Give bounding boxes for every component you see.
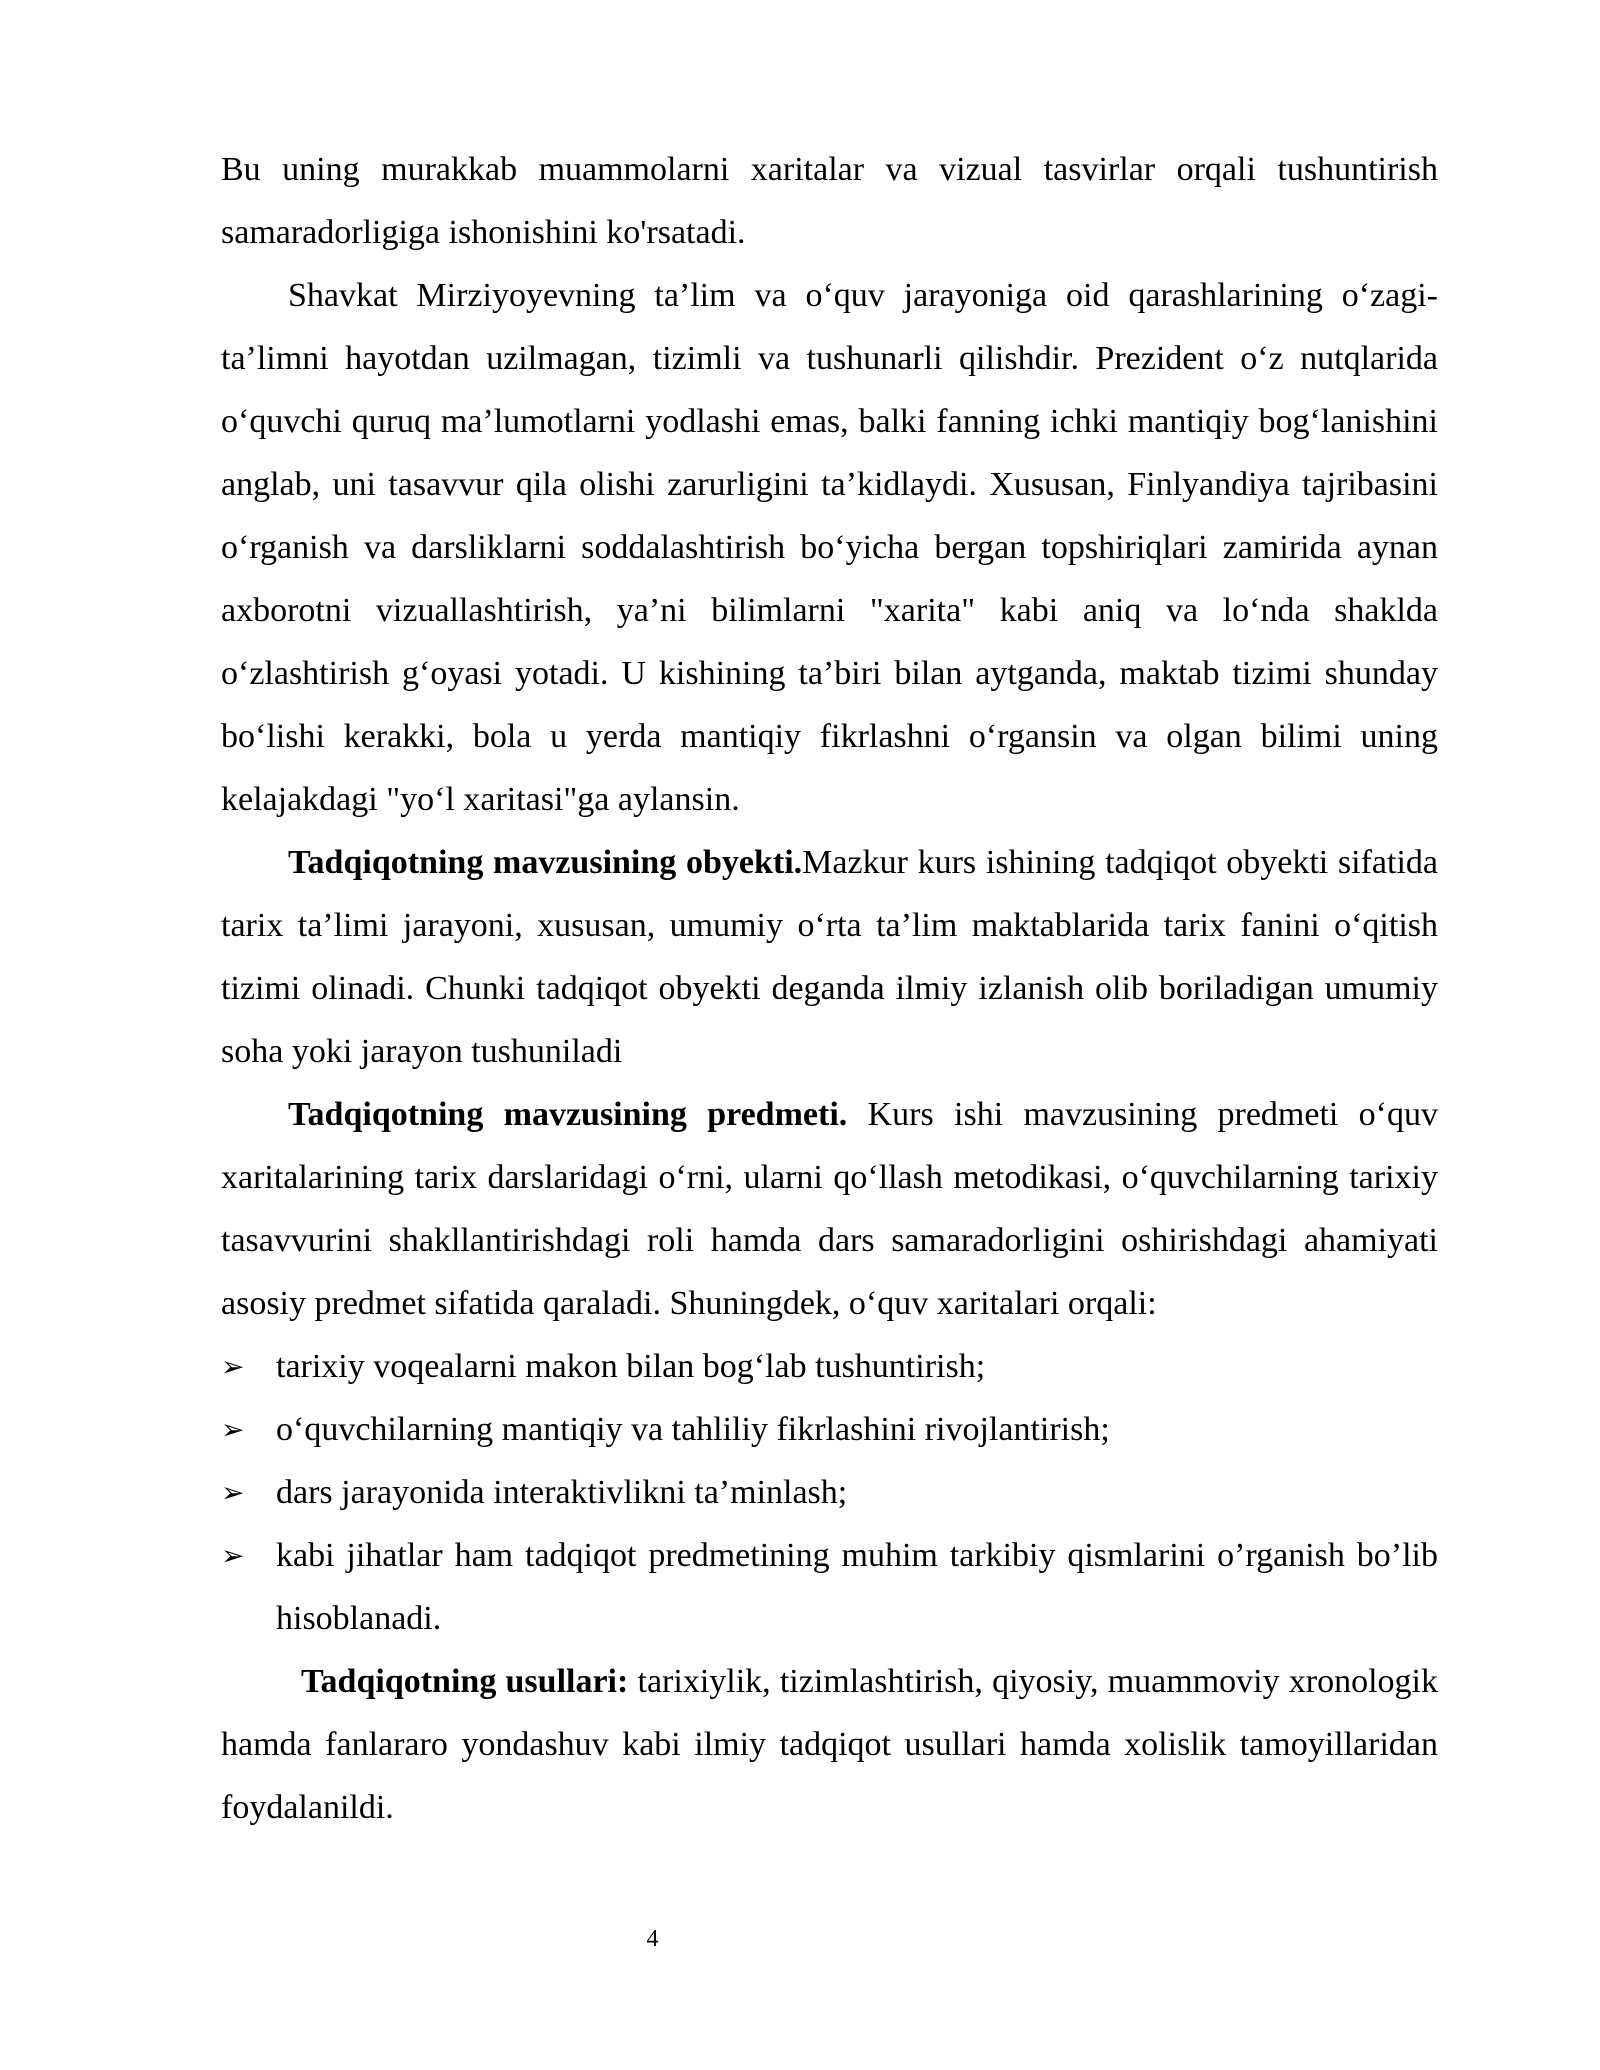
research-object-text: Mazkur kurs ishining tadqiqot obyekti sifatida tarix ta’limi jarayoni, xususan, umumiy o‘rta ta’lim maktablarida tarix fanini o‘qitish tizimi olinadi. Chunki tadqiqot obyekti deganda ilmiy izlanish olib boriladigan umumiy soha yoki jarayon tushuniladi — [221, 844, 1438, 1070]
list-item — [221, 1398, 1438, 1461]
research-object-heading: Tadqiqotning mavzusining obyekti. — [288, 844, 803, 881]
research-methods-text: tarixiylik, tizimlashtirish, qiyosiy, muammoviy xronologik hamda fanlararo yondashuv kabi ilmiy tadqiqot usullari hamda xolislik tamoyillaridan foydalanildi. — [221, 1663, 1438, 1826]
list-item-text: kabi jihatlar ham tadqiqot predmetining muhim tarkibiy qismlarini o’rganish bo’lib hisoblanadi. — [276, 1537, 1438, 1637]
paragraph-mirziyoyev — [221, 264, 1438, 831]
paragraph-research-subject — [221, 1083, 1438, 1335]
research-methods-heading: Tadqiqotning usullari: — [301, 1663, 629, 1700]
list-item — [221, 1461, 1438, 1524]
arrowhead-bullet-icon: ➢ — [221, 1350, 245, 1383]
subject-bullet-list — [221, 1335, 1438, 1650]
arrowhead-bullet-icon: ➢ — [221, 1476, 245, 1509]
arrowhead-bullet-icon: ➢ — [221, 1413, 245, 1446]
arrowhead-bullet-icon: ➢ — [221, 1539, 245, 1572]
paragraph-research-object — [221, 831, 1438, 1083]
paragraph-intro — [221, 138, 1438, 264]
list-item-text: dars jarayonida interaktivlikni ta’minlash; — [276, 1474, 848, 1511]
paragraph-research-methods — [221, 1650, 1438, 1839]
paragraph-intro-text: Bu uning murakkab muammolarni xaritalar va vizual tasvirlar orqali tushuntirish samaradorligiga ishonishini ko'rsatadi. — [221, 151, 1438, 251]
page-number: 4 — [646, 1926, 659, 1952]
list-item-text: tarixiy voqealarni makon bilan bog‘lab tushuntirish; — [276, 1348, 986, 1385]
list-item — [221, 1524, 1438, 1650]
research-subject-text: Kurs ishi mavzusining predmeti o‘quv xaritalarining tarix darslaridagi o‘rni, ularni qo‘llash metodikasi, o‘quvchilarning tarixiy tasavvurini shakllantirishdagi roli hamda dars samaradorligini oshirishdagi ahamiyati asosiy predmet sifatida qaraladi. Shuningdek, o‘quv xaritalari orqali: — [221, 1096, 1438, 1322]
paragraph-mirziyoyev-text: Shavkat Mirziyoyevning ta’lim va o‘quv jarayoniga oid qarashlarining o‘zagi-ta’limni hayotdan uzilmagan, tizimli va tushunarli qilishdir. Prezident o‘z nutqlarida o‘quvchi quruq ma’lumotlarni yodlashi emas, balki fanning ichki mantiqiy bog‘lanishini anglab, uni tasavvur qila olishi zarurligini ta’kidlaydi. Xususan, Finlyandiya tajribasini o‘rganish va darsliklarni soddalashtirish bo‘yicha bergan topshiriqlari zamirida aynan axborotni vizuallashtirish, ya’ni bilimlarni "xarita" kabi aniq va lo‘nda shaklda o‘zlashtirish g‘oyasi yotadi. U kishining ta’biri bilan aytganda, maktab tizimi shunday bo‘lishi kerakki, bola u yerda mantiqiy fikrlashni o‘rgansin va olgan bilimi uning kelajakdagi "yo‘l xaritasi"ga aylansin. — [221, 277, 1438, 818]
research-subject-heading: Tadqiqotning mavzusining predmeti. — [288, 1096, 848, 1133]
document-body — [221, 138, 1438, 1839]
list-item — [221, 1335, 1438, 1398]
list-item-text: o‘quvchilarning mantiqiy va tahliliy fikrlashini rivojlantirish; — [276, 1411, 1110, 1448]
